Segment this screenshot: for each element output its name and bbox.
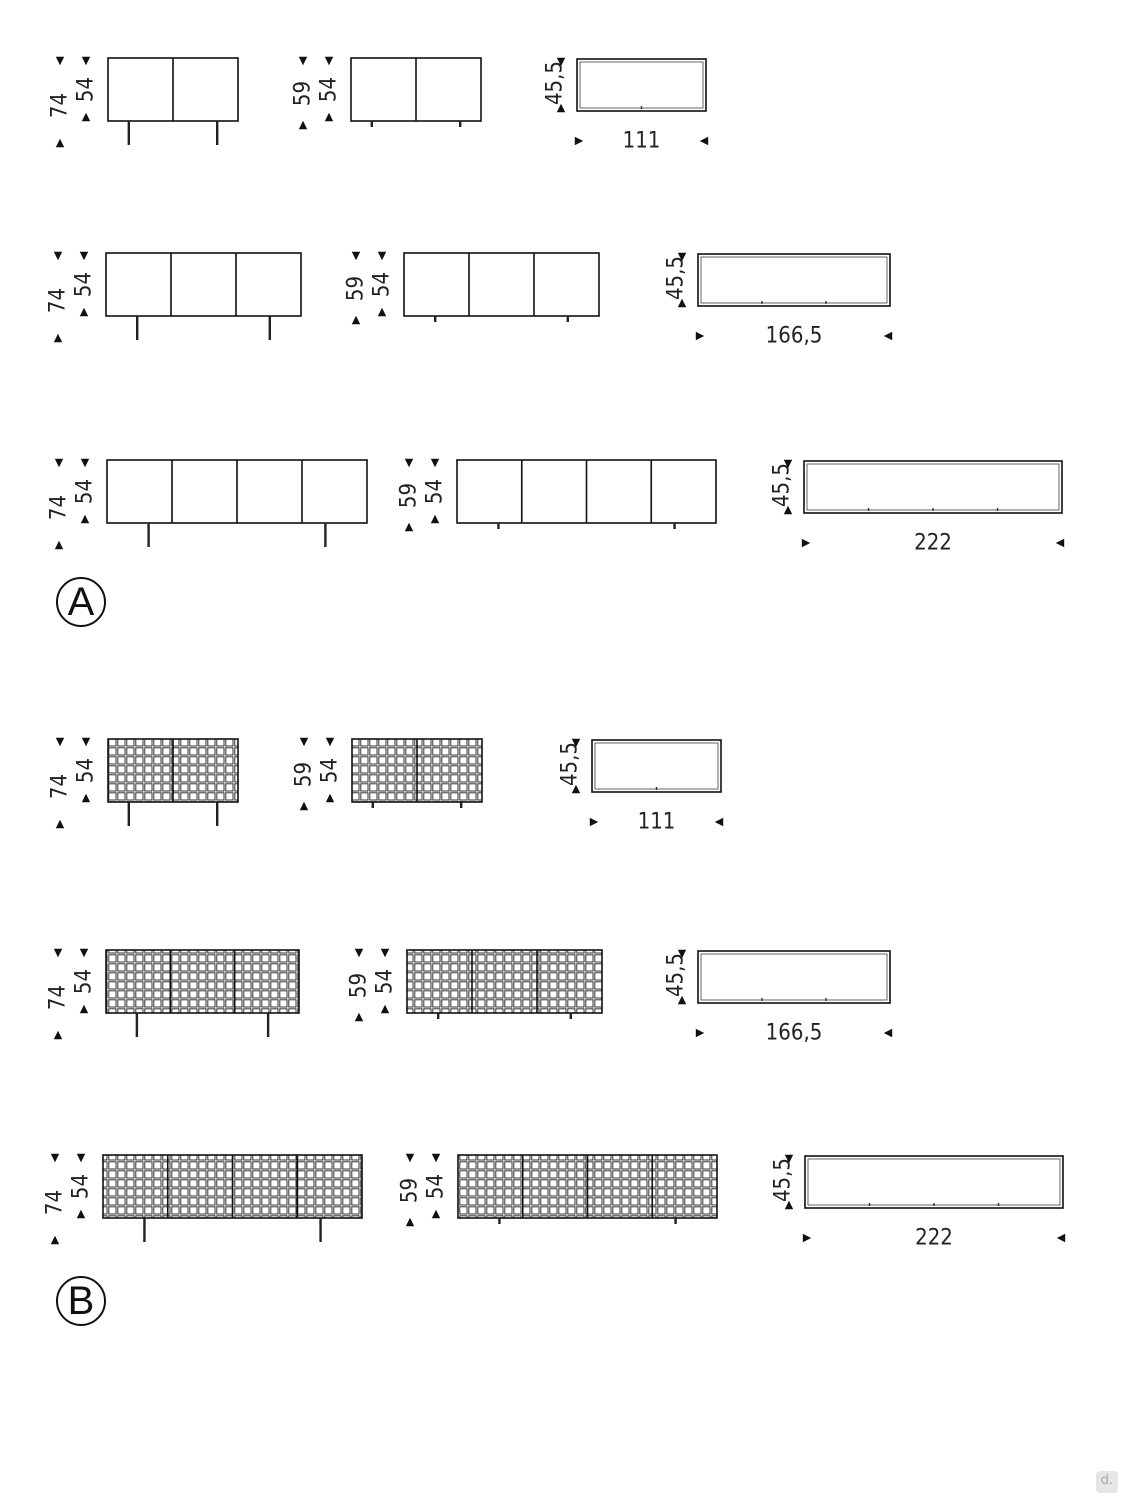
front-view-short-feet [344, 252, 600, 324]
plan-outline [577, 59, 706, 111]
total-height-label: 74 [47, 773, 73, 800]
sideboard-b-2-doors [48, 738, 724, 835]
dimension-arrow [715, 818, 723, 826]
dimension-arrow [77, 1154, 85, 1162]
dimension-arrow [55, 541, 63, 549]
low-height-label: 59 [346, 972, 372, 999]
dimension-arrow [432, 1210, 440, 1218]
dimension-arrow [82, 794, 90, 802]
dimension-arrow [82, 113, 90, 121]
body-height-label: 54 [422, 478, 448, 505]
dimension-arrow [54, 949, 62, 957]
front-view-short-feet [347, 949, 603, 1021]
dimension-arrow [325, 113, 333, 121]
front-view-tall-legs [48, 57, 239, 147]
dimension-arrow [352, 252, 360, 260]
dimension-arrow [56, 139, 64, 147]
dimension-arrow [54, 1031, 62, 1039]
width-label: 166,5 [765, 1020, 823, 1046]
plan-view [771, 1155, 1066, 1251]
dimension-arrow [300, 802, 308, 810]
watermark-logo: d. [1096, 1471, 1118, 1493]
dimension-arrow [406, 1218, 414, 1226]
dimension-arrow [56, 57, 64, 65]
dimension-arrow [80, 1005, 88, 1013]
cabinet-body [404, 253, 599, 316]
plan-view [543, 58, 709, 154]
plan-outline [698, 254, 890, 306]
body-height-label: 54 [68, 1173, 94, 1200]
dimension-arrow [80, 252, 88, 260]
front-view-short-feet [398, 1154, 718, 1226]
front-view-tall-legs [43, 1154, 363, 1244]
dimension-arrow [802, 539, 810, 547]
dimension-arrow [406, 1154, 414, 1162]
dimension-arrow [884, 332, 892, 340]
plan-outline [698, 951, 890, 1003]
plan-outline [805, 1156, 1063, 1208]
total-height-label: 74 [46, 494, 72, 521]
body-height-label: 54 [317, 757, 343, 784]
front-view-tall-legs [46, 252, 302, 342]
dimension-arrow [54, 334, 62, 342]
body-height-label: 54 [423, 1173, 449, 1200]
low-height-label: 59 [396, 482, 422, 509]
total-height-label: 74 [45, 287, 71, 314]
dimension-arrow [300, 738, 308, 746]
dimension-arrow [431, 515, 439, 523]
dimension-arrow [378, 308, 386, 316]
dimension-arrow [82, 738, 90, 746]
width-label: 111 [637, 809, 676, 835]
dimension-arrow [405, 459, 413, 467]
dimension-arrow [884, 1029, 892, 1037]
total-height-label: 74 [47, 92, 73, 119]
dimension-arrow [381, 949, 389, 957]
depth-label: 45,5 [769, 462, 795, 508]
dimension-arrow [700, 137, 708, 145]
dimension-arrow [803, 1234, 811, 1242]
dimension-arrow [80, 308, 88, 316]
dimension-arrow [326, 794, 334, 802]
cabinet-body [106, 253, 301, 316]
dimension-arrow [81, 515, 89, 523]
dimension-arrow [590, 818, 598, 826]
dimension-arrow [355, 1013, 363, 1021]
width-label: 222 [915, 1225, 953, 1251]
section-label-b: B [56, 1276, 106, 1326]
cabinet-body [407, 950, 602, 1013]
low-height-label: 59 [397, 1177, 423, 1204]
dimension-arrow [56, 820, 64, 828]
dimension-arrow [325, 57, 333, 65]
dimension-arrow [432, 1154, 440, 1162]
width-label: 222 [914, 530, 952, 556]
plan-view [664, 950, 893, 1046]
width-label: 166,5 [765, 323, 823, 349]
sideboard-a-3-doors [46, 252, 893, 349]
dimension-arrow [55, 459, 63, 467]
cabinet-body [106, 950, 299, 1013]
dimension-arrow [381, 1005, 389, 1013]
plan-outline [804, 461, 1062, 513]
dimension-arrow [81, 459, 89, 467]
dimension-arrow [696, 1029, 704, 1037]
dimension-arrow [326, 738, 334, 746]
front-view-tall-legs [47, 459, 368, 549]
dimension-arrow [352, 316, 360, 324]
sideboard-a-2-doors [48, 57, 709, 154]
dimension-arrow [82, 57, 90, 65]
dimension-arrow [405, 523, 413, 531]
dimension-arrow [51, 1154, 59, 1162]
plan-view [770, 460, 1065, 556]
section-label-a: A [56, 577, 106, 627]
low-height-label: 59 [343, 275, 369, 302]
sideboard-b-3-doors [46, 949, 893, 1046]
depth-label: 45,5 [663, 255, 689, 301]
dimension-arrow [1056, 539, 1064, 547]
dimension-arrow [77, 1210, 85, 1218]
dimension-arrow [299, 121, 307, 129]
depth-label: 45,5 [663, 952, 689, 998]
dimension-arrow [299, 57, 307, 65]
depth-label: 45,5 [770, 1157, 796, 1203]
dimension-arrow [355, 949, 363, 957]
body-height-label: 54 [71, 968, 97, 995]
plan-view [558, 739, 724, 835]
dimension-arrow [1057, 1234, 1065, 1242]
width-label: 111 [622, 128, 661, 154]
front-view-short-feet [292, 738, 483, 810]
sideboard-a-4-doors [47, 459, 1065, 556]
body-height-label: 54 [73, 757, 99, 784]
front-view-tall-legs [48, 738, 239, 828]
total-height-label: 74 [42, 1189, 68, 1216]
body-height-label: 54 [72, 478, 98, 505]
dimension-arrow [575, 137, 583, 145]
low-height-label: 59 [290, 80, 316, 107]
body-height-label: 54 [372, 968, 398, 995]
body-height-label: 54 [369, 271, 395, 298]
dimension-arrow [696, 332, 704, 340]
front-view-tall-legs [46, 949, 300, 1039]
front-view-short-feet [397, 459, 717, 531]
low-height-label: 59 [291, 761, 317, 788]
depth-label: 45,5 [542, 60, 568, 106]
dimension-arrow [80, 949, 88, 957]
depth-label: 45,5 [557, 741, 583, 787]
body-height-label: 54 [71, 271, 97, 298]
dimension-arrow [54, 252, 62, 260]
plan-outline [592, 740, 721, 792]
plan-view [664, 253, 893, 349]
body-height-label: 54 [73, 76, 99, 103]
front-view-short-feet [291, 57, 482, 129]
dimension-arrow [51, 1236, 59, 1244]
dimension-arrow [431, 459, 439, 467]
sideboard-b-4-doors [43, 1154, 1066, 1251]
total-height-label: 74 [45, 984, 71, 1011]
dimension-arrow [378, 252, 386, 260]
dimension-arrow [56, 738, 64, 746]
body-height-label: 54 [316, 76, 342, 103]
